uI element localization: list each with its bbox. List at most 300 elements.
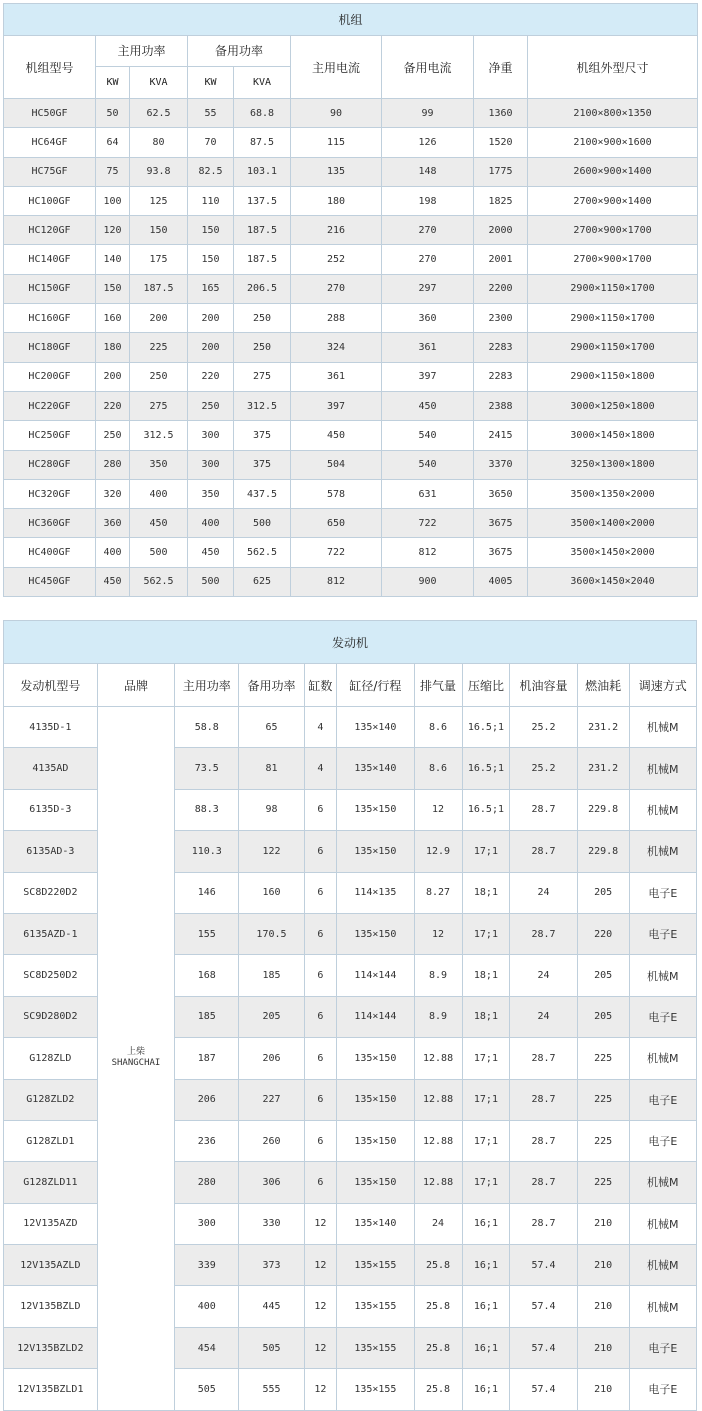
engine-header-compression: 压缩比 [462, 664, 510, 707]
engine-cell-oil-capacity: 24 [510, 996, 577, 1037]
engine-brand-cell [97, 707, 174, 1411]
genset-cell-dimensions: 2100×900×1600 [528, 128, 698, 157]
engine-cell-oil-capacity: 24 [510, 955, 577, 996]
engine-cell-fuel-consumption: 225 [577, 1120, 629, 1161]
header-model: 机组型号 [4, 36, 96, 99]
genset-row [4, 304, 698, 333]
engine-cell-governor: 电子E [629, 996, 696, 1037]
genset-cell-net-weight: 1520 [474, 128, 528, 157]
genset-cell-net-weight: 3370 [474, 450, 528, 479]
genset-cell-prime-kva: 562.5 [130, 567, 188, 596]
genset-cell-standby-kva: 562.5 [234, 538, 291, 567]
genset-cell-standby-current: 397 [382, 362, 474, 391]
engine-cell-cylinders: 12 [304, 1286, 337, 1327]
genset-cell-dimensions: 2900×1150×1700 [528, 304, 698, 333]
engine-cell-fuel-consumption: 225 [577, 1038, 629, 1079]
genset-cell-standby-current: 540 [382, 421, 474, 450]
engine-cell-oil-capacity: 57.4 [510, 1369, 577, 1410]
engine-cell-governor: 电子E [629, 872, 696, 913]
engine-cell-cylinders: 4 [304, 748, 337, 789]
genset-cell-prime-kva: 62.5 [130, 99, 188, 128]
genset-cell-standby-kw: 70 [188, 128, 234, 157]
genset-cell-standby-kva: 103.1 [234, 157, 291, 186]
genset-cell-standby-kw: 450 [188, 538, 234, 567]
genset-cell-model: HC120GF [4, 216, 96, 245]
engine-cell-fuel-consumption: 210 [577, 1245, 629, 1286]
genset-cell-standby-kw: 110 [188, 186, 234, 215]
genset-cell-dimensions: 3500×1400×2000 [528, 509, 698, 538]
engine-cell-cylinders: 6 [304, 872, 337, 913]
genset-cell-prime-kva: 125 [130, 186, 188, 215]
genset-cell-dimensions: 3000×1250×1800 [528, 391, 698, 420]
engine-cell-cylinders: 6 [304, 789, 337, 830]
engine-cell-cylinders: 12 [304, 1369, 337, 1410]
genset-cell-net-weight: 1775 [474, 157, 528, 186]
genset-row [4, 479, 698, 508]
genset-cell-prime-current: 216 [291, 216, 382, 245]
engine-cell-standby-power: 98 [239, 789, 304, 830]
genset-cell-model: HC400GF [4, 538, 96, 567]
engine-cell-standby-power: 185 [239, 955, 304, 996]
engine-cell-displacement: 8.9 [414, 955, 462, 996]
genset-cell-model: HC250GF [4, 421, 96, 450]
engine-cell-governor: 机械M [629, 1245, 696, 1286]
engine-cell-model: G128ZLD1 [4, 1120, 98, 1161]
genset-cell-standby-current: 126 [382, 128, 474, 157]
genset-cell-model: HC150GF [4, 274, 96, 303]
genset-cell-net-weight: 2388 [474, 391, 528, 420]
genset-title: 机组 [4, 4, 698, 36]
engine-cell-standby-power: 330 [239, 1203, 304, 1244]
header-standby-kva: KVA [234, 66, 291, 98]
engine-cell-governor: 电子E [629, 913, 696, 954]
genset-cell-model: HC280GF [4, 450, 96, 479]
genset-cell-net-weight: 1825 [474, 186, 528, 215]
engine-cell-prime-power: 236 [175, 1120, 239, 1161]
genset-cell-standby-kva: 250 [234, 304, 291, 333]
genset-cell-net-weight: 1360 [474, 99, 528, 128]
genset-cell-prime-kva: 187.5 [130, 274, 188, 303]
engine-cell-fuel-consumption: 231.2 [577, 707, 629, 748]
genset-cell-standby-kw: 200 [188, 333, 234, 362]
genset-cell-standby-kva: 137.5 [234, 186, 291, 215]
engine-cell-bore-stroke: 135×150 [337, 913, 414, 954]
engine-header-brand: 品牌 [97, 664, 174, 707]
genset-row [4, 450, 698, 479]
genset-cell-prime-kva: 200 [130, 304, 188, 333]
genset-cell-standby-kw: 300 [188, 450, 234, 479]
engine-cell-model: G128ZLD11 [4, 1162, 98, 1203]
genset-cell-standby-current: 540 [382, 450, 474, 479]
engine-cell-governor: 电子E [629, 1369, 696, 1410]
genset-cell-model: HC450GF [4, 567, 96, 596]
engine-cell-compression: 16;1 [462, 1245, 510, 1286]
genset-cell-prime-kva: 150 [130, 216, 188, 245]
brand-cn: 上柴 [126, 1047, 145, 1058]
engine-cell-standby-power: 227 [239, 1079, 304, 1120]
engine-cell-displacement: 8.9 [414, 996, 462, 1037]
genset-cell-standby-current: 900 [382, 567, 474, 596]
engine-cell-model: 6135AZD-1 [4, 913, 98, 954]
genset-cell-net-weight: 2200 [474, 274, 528, 303]
genset-cell-prime-current: 288 [291, 304, 382, 333]
engine-cell-compression: 18;1 [462, 955, 510, 996]
genset-cell-prime-current: 252 [291, 245, 382, 274]
genset-cell-prime-kva: 312.5 [130, 421, 188, 450]
engine-cell-displacement: 12.88 [414, 1038, 462, 1079]
engine-cell-compression: 17;1 [462, 1162, 510, 1203]
engine-cell-oil-capacity: 28.7 [510, 913, 577, 954]
engine-cell-oil-capacity: 28.7 [510, 1162, 577, 1203]
genset-cell-net-weight: 3650 [474, 479, 528, 508]
genset-cell-net-weight: 2000 [474, 216, 528, 245]
genset-cell-standby-kw: 82.5 [188, 157, 234, 186]
engine-cell-bore-stroke: 135×150 [337, 1162, 414, 1203]
genset-body [4, 99, 698, 597]
engine-cell-governor: 电子E [629, 1327, 696, 1368]
engine-cell-standby-power: 170.5 [239, 913, 304, 954]
engine-cell-compression: 16;1 [462, 1203, 510, 1244]
genset-cell-standby-kw: 200 [188, 304, 234, 333]
engine-cell-standby-power: 81 [239, 748, 304, 789]
genset-cell-standby-kw: 250 [188, 391, 234, 420]
genset-row [4, 157, 698, 186]
genset-cell-model: HC360GF [4, 509, 96, 538]
engine-cell-displacement: 8.27 [414, 872, 462, 913]
engine-cell-compression: 17;1 [462, 1079, 510, 1120]
genset-cell-prime-current: 90 [291, 99, 382, 128]
genset-cell-standby-current: 812 [382, 538, 474, 567]
genset-cell-standby-kva: 437.5 [234, 479, 291, 508]
genset-cell-net-weight: 3675 [474, 538, 528, 567]
genset-cell-dimensions: 2700×900×1400 [528, 186, 698, 215]
engine-cell-oil-capacity: 57.4 [510, 1245, 577, 1286]
engine-cell-prime-power: 300 [175, 1203, 239, 1244]
engine-cell-standby-power: 555 [239, 1369, 304, 1410]
genset-cell-prime-kw: 150 [96, 274, 130, 303]
genset-cell-prime-kva: 350 [130, 450, 188, 479]
genset-cell-standby-kw: 300 [188, 421, 234, 450]
engine-cell-bore-stroke: 135×155 [337, 1286, 414, 1327]
engine-table [3, 620, 697, 1411]
engine-header-row [4, 664, 697, 707]
genset-cell-standby-current: 297 [382, 274, 474, 303]
engine-cell-oil-capacity: 25.2 [510, 707, 577, 748]
engine-cell-displacement: 12.88 [414, 1079, 462, 1120]
engine-cell-model: 6135D-3 [4, 789, 98, 830]
engine-cell-model: SC9D280D2 [4, 996, 98, 1037]
engine-cell-model: 12V135BZLD [4, 1286, 98, 1327]
engine-cell-oil-capacity: 28.7 [510, 1120, 577, 1161]
engine-cell-displacement: 25.8 [414, 1286, 462, 1327]
genset-cell-standby-kw: 150 [188, 216, 234, 245]
genset-cell-standby-current: 361 [382, 333, 474, 362]
genset-cell-prime-kw: 120 [96, 216, 130, 245]
genset-cell-standby-current: 148 [382, 157, 474, 186]
engine-cell-displacement: 24 [414, 1203, 462, 1244]
engine-cell-compression: 16;1 [462, 1369, 510, 1410]
engine-cell-standby-power: 160 [239, 872, 304, 913]
genset-cell-prime-current: 504 [291, 450, 382, 479]
engine-cell-bore-stroke: 135×150 [337, 1120, 414, 1161]
engine-cell-fuel-consumption: 229.8 [577, 831, 629, 872]
genset-cell-standby-kva: 625 [234, 567, 291, 596]
genset-cell-model: HC140GF [4, 245, 96, 274]
engine-cell-cylinders: 6 [304, 1038, 337, 1079]
genset-cell-prime-current: 180 [291, 186, 382, 215]
genset-cell-prime-kw: 360 [96, 509, 130, 538]
genset-cell-dimensions: 3500×1350×2000 [528, 479, 698, 508]
engine-cell-governor: 机械M [629, 955, 696, 996]
engine-cell-governor: 机械M [629, 831, 696, 872]
header-standby-kw: KW [188, 66, 234, 98]
engine-cell-bore-stroke: 135×150 [337, 1079, 414, 1120]
genset-cell-model: HC64GF [4, 128, 96, 157]
engine-cell-oil-capacity: 57.4 [510, 1286, 577, 1327]
genset-cell-prime-kw: 320 [96, 479, 130, 508]
genset-cell-dimensions: 2100×800×1350 [528, 99, 698, 128]
engine-cell-standby-power: 505 [239, 1327, 304, 1368]
engine-cell-cylinders: 6 [304, 955, 337, 996]
genset-cell-dimensions: 2700×900×1700 [528, 216, 698, 245]
engine-cell-oil-capacity: 28.7 [510, 1038, 577, 1079]
genset-cell-prime-kw: 220 [96, 391, 130, 420]
engine-cell-fuel-consumption: 225 [577, 1079, 629, 1120]
engine-header-fuel-consumption: 燃油耗 [577, 664, 629, 707]
engine-cell-compression: 18;1 [462, 872, 510, 913]
genset-cell-standby-kva: 87.5 [234, 128, 291, 157]
engine-header-standby-power: 备用功率 [239, 664, 304, 707]
engine-cell-governor: 机械M [629, 1038, 696, 1079]
engine-cell-prime-power: 58.8 [175, 707, 239, 748]
engine-header-bore-stroke: 缸径/行程 [337, 664, 414, 707]
engine-cell-fuel-consumption: 205 [577, 955, 629, 996]
genset-cell-prime-kva: 175 [130, 245, 188, 274]
genset-cell-prime-current: 115 [291, 128, 382, 157]
engine-cell-compression: 16.5;1 [462, 707, 510, 748]
genset-cell-prime-kva: 93.8 [130, 157, 188, 186]
genset-cell-net-weight: 2001 [474, 245, 528, 274]
engine-cell-bore-stroke: 114×144 [337, 996, 414, 1037]
genset-cell-model: HC200GF [4, 362, 96, 391]
engine-cell-cylinders: 12 [304, 1203, 337, 1244]
header-dimensions: 机组外型尺寸 [528, 36, 698, 99]
engine-cell-standby-power: 373 [239, 1245, 304, 1286]
engine-cell-compression: 16.5;1 [462, 748, 510, 789]
genset-row [4, 421, 698, 450]
engine-cell-compression: 17;1 [462, 1038, 510, 1079]
engine-cell-bore-stroke: 135×150 [337, 789, 414, 830]
engine-header-oil-capacity: 机油容量 [510, 664, 577, 707]
engine-cell-compression: 16;1 [462, 1327, 510, 1368]
genset-cell-standby-kva: 187.5 [234, 245, 291, 274]
engine-cell-fuel-consumption: 229.8 [577, 789, 629, 830]
engine-cell-model: 12V135AZD [4, 1203, 98, 1244]
genset-cell-prime-current: 450 [291, 421, 382, 450]
engine-cell-standby-power: 206 [239, 1038, 304, 1079]
engine-cell-displacement: 25.8 [414, 1245, 462, 1286]
genset-row [4, 538, 698, 567]
engine-cell-cylinders: 12 [304, 1245, 337, 1286]
engine-cell-standby-power: 205 [239, 996, 304, 1037]
genset-cell-prime-current: 135 [291, 157, 382, 186]
genset-cell-prime-current: 812 [291, 567, 382, 596]
genset-cell-standby-kva: 500 [234, 509, 291, 538]
engine-cell-governor: 机械M [629, 1203, 696, 1244]
genset-row [4, 333, 698, 362]
genset-cell-prime-kw: 50 [96, 99, 130, 128]
engine-cell-fuel-consumption: 210 [577, 1369, 629, 1410]
genset-cell-standby-current: 722 [382, 509, 474, 538]
engine-cell-standby-power: 306 [239, 1162, 304, 1203]
genset-cell-prime-current: 578 [291, 479, 382, 508]
engine-cell-compression: 17;1 [462, 913, 510, 954]
genset-row [4, 274, 698, 303]
genset-cell-standby-kw: 55 [188, 99, 234, 128]
engine-cell-fuel-consumption: 205 [577, 872, 629, 913]
engine-cell-compression: 17;1 [462, 1120, 510, 1161]
genset-row [4, 186, 698, 215]
engine-cell-prime-power: 146 [175, 872, 239, 913]
engine-cell-cylinders: 6 [304, 1079, 337, 1120]
genset-row [4, 245, 698, 274]
engine-cell-fuel-consumption: 210 [577, 1286, 629, 1327]
header-prime-current: 主用电流 [291, 36, 382, 99]
engine-cell-bore-stroke: 135×150 [337, 1038, 414, 1079]
engine-cell-cylinders: 6 [304, 913, 337, 954]
engine-cell-governor: 机械M [629, 789, 696, 830]
engine-cell-model: SC8D250D2 [4, 955, 98, 996]
engine-cell-oil-capacity: 28.7 [510, 1203, 577, 1244]
engine-cell-model: SC8D220D2 [4, 872, 98, 913]
engine-cell-cylinders: 6 [304, 996, 337, 1037]
genset-cell-standby-kva: 275 [234, 362, 291, 391]
genset-cell-prime-kva: 80 [130, 128, 188, 157]
engine-cell-bore-stroke: 135×155 [337, 1245, 414, 1286]
genset-cell-model: HC180GF [4, 333, 96, 362]
genset-cell-dimensions: 2900×1150×1700 [528, 333, 698, 362]
genset-cell-prime-current: 361 [291, 362, 382, 391]
genset-cell-prime-kw: 140 [96, 245, 130, 274]
engine-cell-model: 4135AD [4, 748, 98, 789]
genset-cell-net-weight: 2283 [474, 362, 528, 391]
engine-cell-bore-stroke: 135×140 [337, 1203, 414, 1244]
header-prime-kva: KVA [130, 66, 188, 98]
genset-cell-model: HC50GF [4, 99, 96, 128]
engine-cell-prime-power: 110.3 [175, 831, 239, 872]
genset-cell-net-weight: 4005 [474, 567, 528, 596]
engine-cell-prime-power: 187 [175, 1038, 239, 1079]
engine-cell-bore-stroke: 114×144 [337, 955, 414, 996]
engine-cell-oil-capacity: 28.7 [510, 831, 577, 872]
engine-cell-prime-power: 454 [175, 1327, 239, 1368]
genset-cell-net-weight: 3675 [474, 509, 528, 538]
genset-cell-standby-kw: 150 [188, 245, 234, 274]
engine-cell-standby-power: 445 [239, 1286, 304, 1327]
genset-cell-standby-current: 198 [382, 186, 474, 215]
genset-cell-prime-kva: 250 [130, 362, 188, 391]
engine-cell-bore-stroke: 135×155 [337, 1369, 414, 1410]
engine-cell-displacement: 12.88 [414, 1120, 462, 1161]
engine-cell-model: 12V135AZLD [4, 1245, 98, 1286]
engine-cell-compression: 18;1 [462, 996, 510, 1037]
engine-cell-oil-capacity: 57.4 [510, 1327, 577, 1368]
genset-cell-prime-kw: 200 [96, 362, 130, 391]
engine-cell-bore-stroke: 135×140 [337, 707, 414, 748]
engine-cell-governor: 机械M [629, 748, 696, 789]
engine-body [4, 707, 697, 1411]
engine-cell-fuel-consumption: 210 [577, 1327, 629, 1368]
genset-cell-model: HC75GF [4, 157, 96, 186]
brand-en: SHANGCHAI [111, 1058, 161, 1069]
genset-cell-prime-current: 722 [291, 538, 382, 567]
engine-cell-cylinders: 6 [304, 1120, 337, 1161]
engine-cell-bore-stroke: 135×150 [337, 831, 414, 872]
genset-cell-prime-kw: 450 [96, 567, 130, 596]
genset-row [4, 128, 698, 157]
engine-cell-cylinders: 6 [304, 831, 337, 872]
genset-cell-net-weight: 2415 [474, 421, 528, 450]
engine-cell-prime-power: 155 [175, 913, 239, 954]
genset-cell-standby-kva: 312.5 [234, 391, 291, 420]
genset-cell-dimensions: 2700×900×1700 [528, 245, 698, 274]
genset-cell-dimensions: 3600×1450×2040 [528, 567, 698, 596]
engine-cell-displacement: 12.9 [414, 831, 462, 872]
engine-cell-fuel-consumption: 210 [577, 1203, 629, 1244]
engine-cell-governor: 电子E [629, 1079, 696, 1120]
engine-cell-prime-power: 88.3 [175, 789, 239, 830]
genset-cell-model: HC160GF [4, 304, 96, 333]
genset-cell-prime-kva: 500 [130, 538, 188, 567]
genset-row [4, 216, 698, 245]
genset-cell-prime-kva: 275 [130, 391, 188, 420]
engine-cell-model: G128ZLD [4, 1038, 98, 1079]
genset-row [4, 567, 698, 596]
genset-cell-prime-kw: 180 [96, 333, 130, 362]
engine-cell-compression: 16;1 [462, 1286, 510, 1327]
genset-cell-standby-kw: 220 [188, 362, 234, 391]
engine-cell-bore-stroke: 114×135 [337, 872, 414, 913]
engine-cell-governor: 机械M [629, 1162, 696, 1203]
engine-cell-compression: 16.5;1 [462, 789, 510, 830]
genset-cell-dimensions: 2900×1150×1800 [528, 362, 698, 391]
engine-header-model: 发动机型号 [4, 664, 98, 707]
engine-cell-displacement: 12.88 [414, 1162, 462, 1203]
genset-cell-model: HC320GF [4, 479, 96, 508]
genset-cell-prime-current: 397 [291, 391, 382, 420]
engine-cell-model: 4135D-1 [4, 707, 98, 748]
engine-cell-oil-capacity: 28.7 [510, 1079, 577, 1120]
genset-cell-standby-current: 99 [382, 99, 474, 128]
genset-cell-prime-kw: 250 [96, 421, 130, 450]
engine-header-displacement: 排气量 [414, 664, 462, 707]
genset-cell-dimensions: 3000×1450×1800 [528, 421, 698, 450]
genset-cell-prime-kw: 64 [96, 128, 130, 157]
genset-cell-prime-current: 324 [291, 333, 382, 362]
engine-header-governor: 调速方式 [629, 664, 696, 707]
engine-header-cylinders: 缸数 [304, 664, 337, 707]
genset-cell-standby-kw: 400 [188, 509, 234, 538]
engine-cell-displacement: 25.8 [414, 1369, 462, 1410]
genset-cell-dimensions: 3500×1450×2000 [528, 538, 698, 567]
genset-cell-prime-kva: 450 [130, 509, 188, 538]
genset-cell-standby-current: 270 [382, 245, 474, 274]
engine-cell-prime-power: 400 [175, 1286, 239, 1327]
engine-cell-displacement: 12 [414, 789, 462, 830]
genset-row [4, 362, 698, 391]
engine-cell-standby-power: 65 [239, 707, 304, 748]
engine-cell-standby-power: 122 [239, 831, 304, 872]
